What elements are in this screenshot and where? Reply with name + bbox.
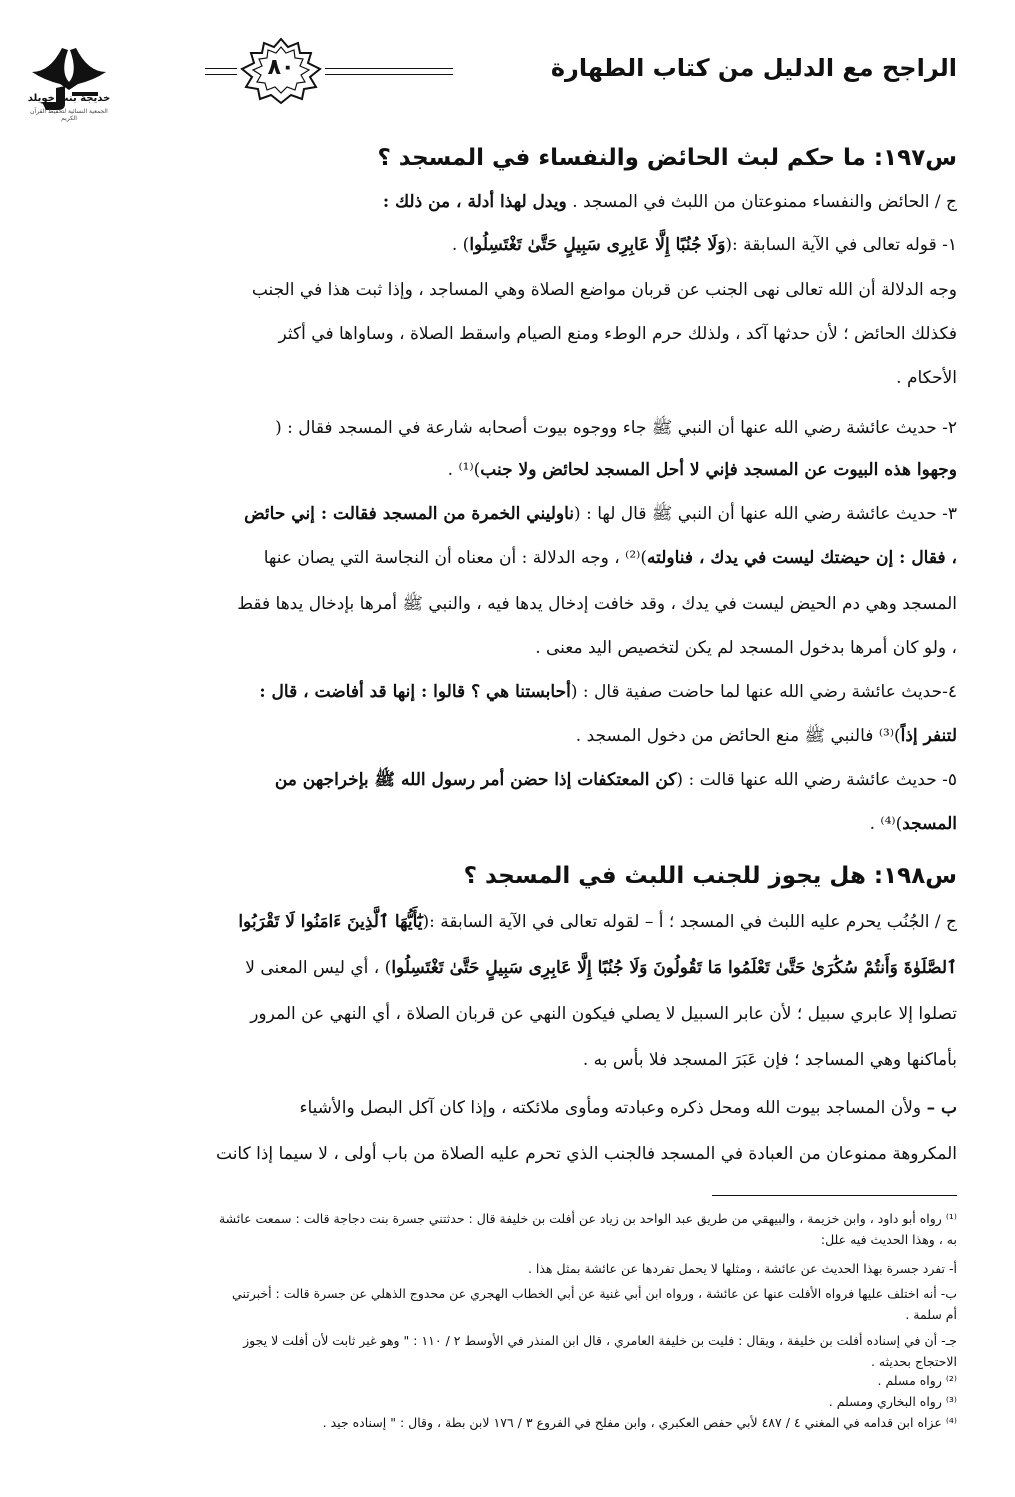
- evidence-4-line-2: [57, 716, 957, 756]
- evidence-1-explain-line-1: وجه الدلالة أن الله تعالى نهى الجنب عن قربان مواضع الصلاة وهي المساجد ، وإذا ثبت هذا في الجنب: [251, 280, 957, 300]
- evidence-1: [57, 225, 957, 265]
- q198-line-5: [57, 1088, 957, 1128]
- footnote-line: ب- أنه اختلف عليها فرواه الأفلت عنها عن عائشة ، ورواه ابن أبي غنية عن أبي الخطاب الهجري عن محدوج الذهلي عن جسرة قالت : أخبرتني: [232, 1286, 957, 1301]
- page-number: ٨٠: [267, 55, 295, 80]
- q198-line-6: المكروهة ممنوعان من العبادة في المسجد فالجنب الذي تحرم عليه الصلاة من باب أولى ، لا سيما إذا كانت: [216, 1144, 957, 1164]
- evidence-2-quote: وجهوا هذه البيوت عن المسجد فإني لا أحل المسجد لحائض ولا جنب: [480, 460, 957, 480]
- header-rule-right: [325, 68, 453, 75]
- evidence-2-line-1: ٢- حديث عائشة رضي الله عنها أن النبي ﷺ جاء ووجوه بيوت أصحابه شارعة في المسجد فقال : (: [275, 418, 957, 438]
- evidence-2-close: )⁽¹⁾ .: [447, 460, 481, 480]
- footnote-line: ⁽³⁾ رواه البخاري ومسلم .: [828, 1394, 957, 1409]
- evidence-4-quote-a: أحابستنا هي ؟ قالوا : إنها قد أفاضت ، قال :: [259, 682, 571, 702]
- q198-line-3: تصلوا إلا عابري سبيل ؛ لأن عابر السبيل لا يصلي فيكون النهي عن قربان الصلاة ، أي النهي عن المرور: [250, 1004, 957, 1024]
- footnote-line: ⁽¹⁾ رواه أبو داود ، وابن خزيمة ، والبيهقي من طريق عبد الواحد بن زياد عن أفلت بن خليفة قال : حدثتني جسرة بنت دجاجة قالت : سمعت عائشة: [218, 1211, 957, 1226]
- evidence-4-quote-b: لتنفر إذاً: [900, 726, 957, 746]
- evidence-1-close: ) .: [451, 235, 470, 255]
- answer-intro-text: ج / الحائض والنفساء ممنوعتان من اللبث في المسجد .: [572, 192, 957, 212]
- evidence-3-quote-a: ناوليني الخمرة من المسجد فقالت : إني حائض: [244, 504, 575, 524]
- q197-answer-intro: [57, 182, 957, 222]
- evidence-3-quote-b: ، فقال : إن حيضتك ليست في يدك ، فناولته: [646, 548, 957, 568]
- footnote-line: جـ- أن في إسناده أفلت بن خليفة ، ويقال : فليت بن خليفة العامري ، قال ابن المنذر في الأوسط ٢ / ١١٠ : " وهو غير ثابت لأن أفلت لا يجوز: [243, 1333, 957, 1348]
- q198-ayah-part-2: ٱلصَّلَوٰةَ وَأَنتُمْ سُكَٰرَىٰ حَتَّىٰ تَعْلَمُوا مَا تَقُولُونَ وَلَا جُنُبًا إِلَّا عَابِرِى سَبِيلٍ حَتَّىٰ تَغْتَسِلُوا: [391, 958, 957, 978]
- evidence-5-quote-b: المسجد: [902, 814, 957, 834]
- evidence-3-after: )⁽²⁾ ، وجه الدلالة : أن معناه أن النجاسة التي يصان عنها: [263, 548, 647, 568]
- evidence-4-after: )⁽³⁾ فالنبي ﷺ منع الحائض من دخول المسجد .: [575, 726, 901, 746]
- evidence-3-text: ٣- حديث عائشة رضي الله عنها أن النبي ﷺ قال لها : (: [574, 504, 957, 524]
- question-198-heading: س١٩٨: هل يجوز للجنب اللبث في المسجد ؟: [463, 863, 957, 889]
- evidence-1-explain-line-3: الأحكام .: [896, 368, 957, 388]
- evidence-5-close: )⁽⁴⁾ .: [869, 814, 903, 834]
- evidence-4-line-1: [57, 672, 957, 712]
- footnote-line: أ- تفرد جسرة بهذا الحديث عن عائشة ، ومثلها لا يحمل تفردها عن عائشة بمثل هذا .: [527, 1261, 957, 1276]
- q198-line-5-text: ولأن المساجد بيوت الله ومحل ذكره وعبادته ومأوى ملائكته ، وإذا كان آكل البصل والأشياء: [299, 1098, 922, 1118]
- question-197-heading: س١٩٧: ما حكم لبث الحائض والنفساء في المسجد ؟: [377, 145, 957, 171]
- evidence-3-line-2: [57, 538, 957, 578]
- footnote-line: أم سلمة .: [905, 1307, 957, 1322]
- footnote-line: به ، وهذا الحديث فيه علل:: [820, 1232, 957, 1247]
- evidence-3-line-3: المسجد وهي دم الحيض ليست في يدك ، وقد خافت إدخال يدها فيه ، والنبي ﷺ أمرها بإدخال يدها فقط: [237, 594, 957, 614]
- q198-point-b-label: ب –: [926, 1098, 957, 1118]
- logo-text: خديجة بنت خويلد: [27, 93, 111, 104]
- running-header-title: الراجح مع الدليل من كتاب الطهارة: [550, 54, 957, 82]
- evidence-5-line-2: [57, 804, 957, 844]
- logo-subtext: الجمعية النسائية لتحفيظ القرآن الكريم: [30, 108, 108, 122]
- evidence-5-quote-a: كن المعتكفات إذا حضن أمر رسول الله ﷺ بإخراجهن من: [274, 770, 677, 790]
- evidence-3-line-1: [57, 494, 957, 534]
- footnote-separator: [712, 1195, 957, 1196]
- evidence-1-text: ١- قوله تعالى في الآية السابقة :(: [725, 235, 957, 255]
- q198-ayah-part-1: يَٰٓأَيُّهَا ٱلَّذِينَ ءَامَنُوا لَا تَقْرَبُوا: [238, 912, 423, 932]
- evidence-1-explain-line-2: فكذلك الحائض ؛ لأن حدثها آكد ، ولذلك حرم الوطء ومنع الصيام واسقط الصلاة ، وساواها في أكثر: [278, 324, 957, 344]
- q198-line-4: بأماكنها وهي المساجد ؛ فإن عَبَرَ المسجد فلا بأس به .: [582, 1050, 957, 1070]
- evidence-4-text: ٤-حديث عائشة رضي الله عنها لما حاضت صفية قال : (: [570, 682, 957, 702]
- evidence-2-line-2: [57, 450, 957, 490]
- header-rule-left: [205, 68, 237, 75]
- q198-line-2: [57, 948, 957, 988]
- q198-line-2-after: ) ، أي ليس المعنى لا: [245, 958, 392, 978]
- answer-intro-bold: ويدل لهذا أدلة ، من ذلك :: [382, 192, 567, 212]
- footnote-line: الاحتجاج بحديثه .: [870, 1354, 957, 1369]
- q198-line-1: [57, 902, 957, 942]
- footnote-line: ⁽²⁾ رواه مسلم .: [877, 1373, 957, 1388]
- evidence-3-line-4: ، ولو كان أمرها بدخول المسجد لم يكن لتخصيص اليد معنى .: [535, 638, 957, 658]
- evidence-5-line-1: [57, 760, 957, 800]
- page-number-badge: [236, 37, 326, 105]
- q198-line-1-text: ج / الجُنُب يحرم عليه اللبث في المسجد ؛ أ – لقوله تعالى في الآية السابقة :(: [422, 912, 957, 932]
- footnote-line: ⁽⁴⁾ عزاه ابن قدامه في المغني ٤ / ٤٨٧ لأبي حفص العكبري ، وابن مفلح في الفروع ٣ / ١٧٦ لابن بطة ، وقال : " إسناده جيد .: [322, 1415, 957, 1430]
- evidence-1-ayah: وَلَا جُنُبًا إِلَّا عَابِرِى سَبِيلٍ حَتَّىٰ تَغْتَسِلُوا: [469, 235, 726, 255]
- evidence-5-text: ٥- حديث عائشة رضي الله عنها قالت : (: [676, 770, 957, 790]
